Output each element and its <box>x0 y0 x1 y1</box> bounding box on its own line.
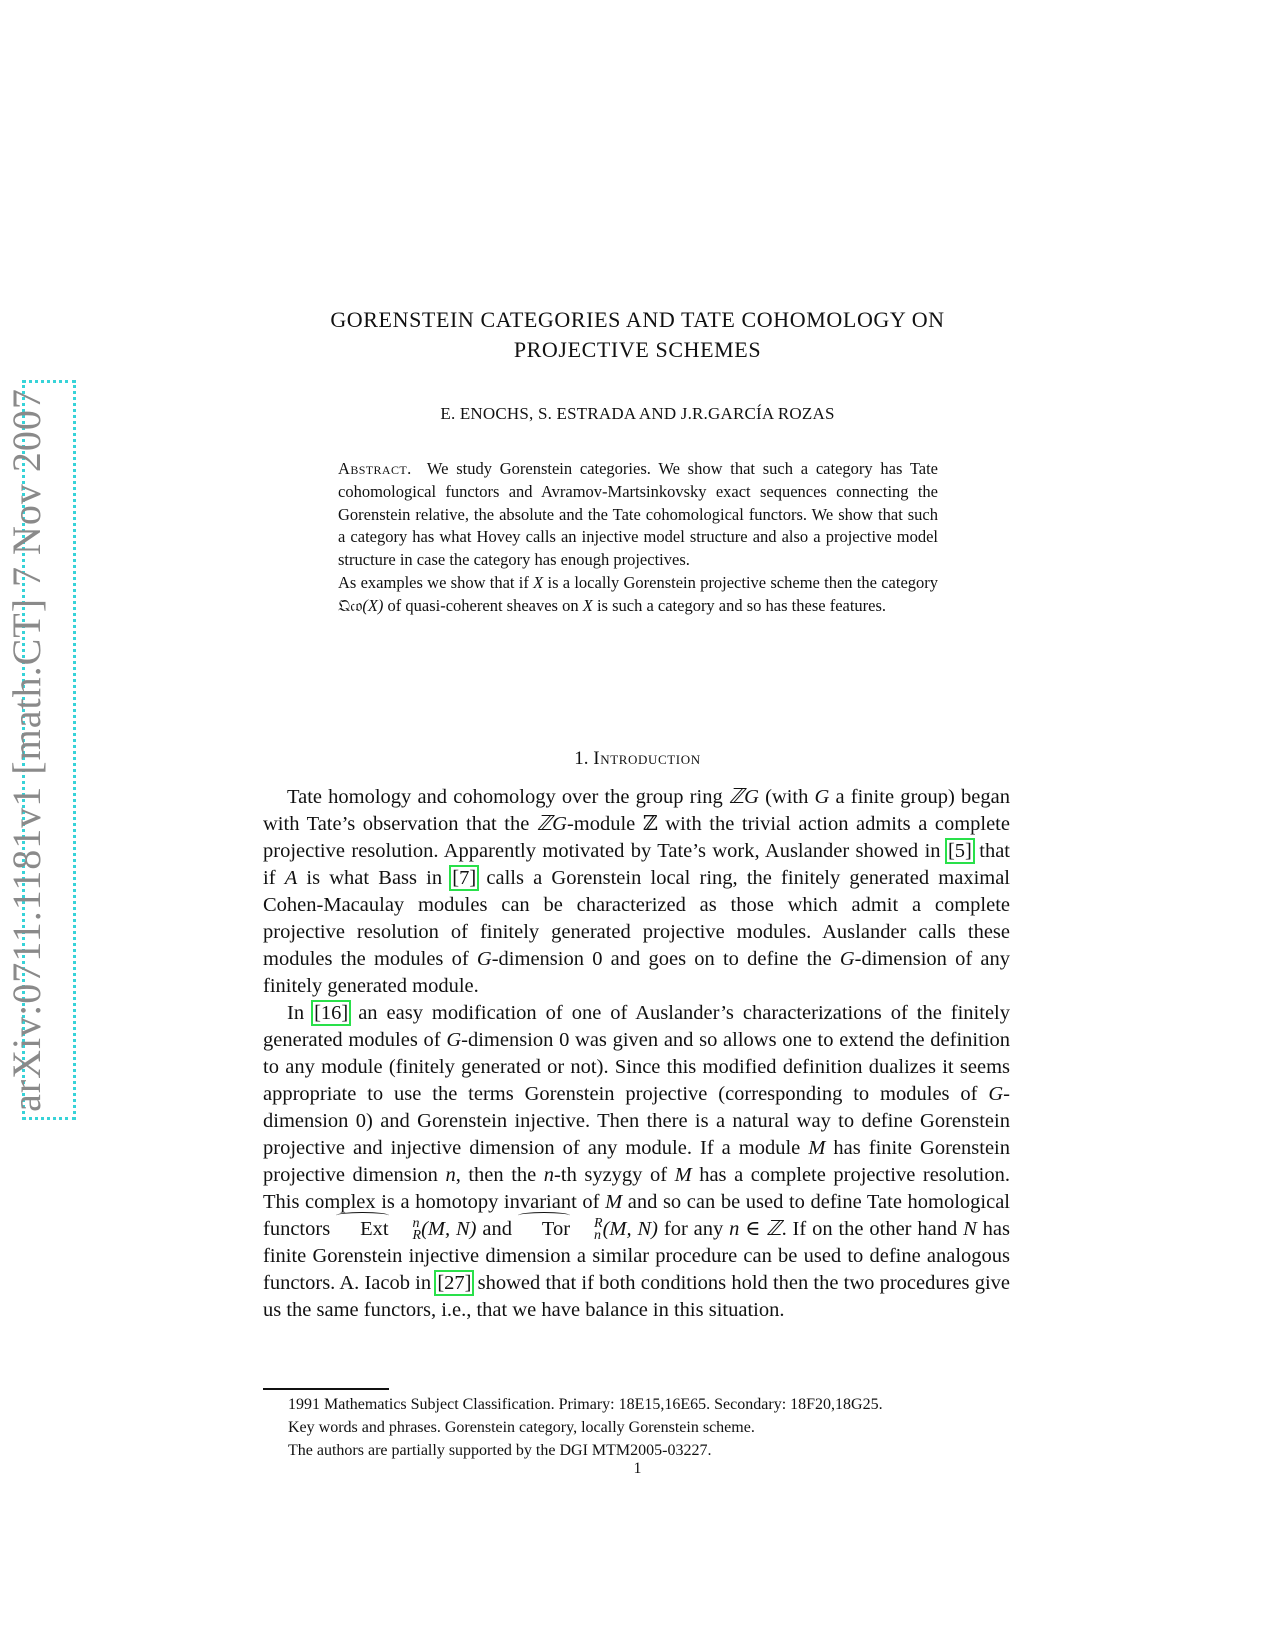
text: -dimension <box>491 948 593 970</box>
math-ext-sup: n <box>412 1216 420 1232</box>
text: showed that if both conditions hold then the two procedures give us the same functors, i.e., that we have balance in this situation. <box>263 1272 1010 1321</box>
citation-link-27[interactable]: [27] <box>437 1272 472 1294</box>
text: with the trivial action admits a complete projective resolution. Apparently motivated by Tate’s work, Auslander showed in <box>263 813 1010 862</box>
text: a finite group) began with Tate’s observation that the <box>263 786 1010 835</box>
math-M: M <box>674 1164 692 1186</box>
math-A: A <box>284 867 298 889</box>
abstract-label: Abstract. <box>338 459 412 478</box>
text: In <box>287 1002 314 1024</box>
introduction-body <box>263 784 1010 1324</box>
math-n: n <box>445 1164 456 1186</box>
footnote-keywords: Key words and phrases. Gorenstein category, locally Gorenstein scheme. <box>288 1419 755 1436</box>
math-tor: Tor <box>518 1216 570 1243</box>
text: -dimension <box>263 1083 1010 1132</box>
abstract-paragraph-1 <box>338 458 938 572</box>
title-line-1: GORENSTEIN CATEGORIES AND TATE COHOMOLOGY ON <box>330 307 945 332</box>
footnote-msc: 1991 Mathematics Subject Classification. Primary: 18E15,16E65. Secondary: 18F20,18G25. <box>288 1396 883 1413</box>
math-n: n <box>543 1164 555 1186</box>
abstract-paragraph-2 <box>338 572 938 618</box>
title-line-2: PROJECTIVE SCHEMES <box>513 337 762 362</box>
math-G: G <box>839 948 855 970</box>
footnotes <box>288 1393 1010 1462</box>
math-G: G <box>446 1029 462 1051</box>
text: ) and Gorenstein injective. Then there is a natural way to define Gorenstein projective and injective dimension of any module. If a module <box>263 1110 1010 1159</box>
text: -th syzygy of <box>554 1164 675 1186</box>
text: -dimension of any finitely generated module. <box>263 948 1011 997</box>
math-n-in-Z: n ∈ ℤ <box>729 1218 782 1240</box>
abstract-text: is such a category and so has these features. <box>592 595 887 615</box>
text: calls a Gorenstein local ring, the finitely generated maximal Cohen-Macaulay modules can be characterized as those which admit a complete projective resolution of finitely generated projective modules. Auslander calls these modules the modules of <box>263 867 1010 970</box>
section-number: 1. <box>574 748 589 769</box>
abstract-text: As examples we show that if <box>338 572 534 592</box>
paper-title <box>250 305 1025 365</box>
arxiv-stamp-text: arXiv:0711.1181v1 [math.CT] 7 Nov 2007 <box>4 388 49 1112</box>
text: is what Bass in <box>297 867 452 889</box>
math-G: G <box>814 786 830 808</box>
math-ext-hat <box>336 1216 477 1244</box>
math-ext-sub: R <box>412 1228 422 1244</box>
text: that if <box>263 840 1010 889</box>
text: -module <box>566 813 643 835</box>
text: and so can be used to define Tate homological functors <box>263 1191 1010 1240</box>
intro-paragraph-1 <box>263 784 1010 1000</box>
section-title: Introduction <box>593 748 701 769</box>
math-zero: 0 <box>592 948 603 970</box>
citation-link-7[interactable]: [7] <box>452 867 477 889</box>
text: -dimension <box>461 1029 560 1051</box>
footnote-support: The authors are partially supported by the DGI MTM2005-03227. <box>288 1442 712 1459</box>
footnote-rule <box>263 1388 389 1390</box>
citation-link-16[interactable]: [16] <box>314 1002 349 1024</box>
math-N: N <box>963 1218 977 1240</box>
math-X: (X) <box>362 595 384 615</box>
math-X: X <box>582 595 593 615</box>
abstract <box>338 458 938 618</box>
text: has finite Gorenstein projective dimension <box>263 1137 1010 1186</box>
text: has finite Gorenstein injective dimension a similar procedure can be used to define analogous functors. A. Iacob in <box>263 1218 1010 1294</box>
section-heading <box>250 748 1025 770</box>
math-tor-hat <box>518 1216 658 1244</box>
math-zero: 0 <box>559 1029 570 1051</box>
math-tor-sup: R <box>594 1216 603 1232</box>
math-ext: Ext <box>336 1216 388 1243</box>
text: an easy modification of one of Auslander’s characterizations of the finitely generated modules of <box>263 1002 1010 1051</box>
text: has a complete projective resolution. This complex is a homotopy invariant of <box>263 1164 1010 1213</box>
text: . If on the other hand <box>781 1218 964 1240</box>
authors: E. ENOCHS, S. ESTRADA AND J.R.GARCÍA ROZAS <box>440 404 835 423</box>
math-zero: 0 <box>355 1110 367 1132</box>
text: was given and so allows one to extend the definition to any module (finitely generated or not). Since this modified definition dualizes it seems appropriate to use the terms Gorenstein projective (corresponding to modules of <box>263 1029 1010 1105</box>
math-M: M <box>808 1137 826 1159</box>
math-G: G <box>476 948 492 970</box>
text: Tate homology and cohomology over the group ring <box>287 786 729 808</box>
intro-paragraph-2 <box>263 1000 1010 1324</box>
citation-link-5[interactable]: [5] <box>947 840 972 862</box>
text: and goes on to define the <box>602 948 840 970</box>
math-ZG: ℤG <box>536 813 567 835</box>
math-ext-args: (M, N) <box>421 1218 477 1240</box>
math-Z: ℤ <box>642 813 658 835</box>
text: for any <box>658 1218 730 1240</box>
text: , then the <box>455 1164 544 1186</box>
math-G: G <box>988 1083 1004 1105</box>
text: (with <box>758 786 815 808</box>
math-qco: 𝔔𝔠𝔬 <box>338 595 363 615</box>
text: and <box>476 1218 518 1240</box>
abstract-text: is a locally Gorenstein projective scheme then the category <box>543 572 939 592</box>
abstract-text: of quasi-coherent sheaves on <box>383 595 583 615</box>
math-tor-args: (M, N) <box>602 1218 658 1240</box>
math-M: M <box>605 1191 623 1213</box>
page-number: 1 <box>633 1460 642 1477</box>
math-ZG: ℤG <box>728 786 759 808</box>
math-X: X <box>533 572 544 592</box>
abstract-text-1: We study Gorenstein categories. We show that such a category has Tate cohomological functors and Avramov-Martsinkovsky exact sequences connecting the Gorenstein relative, the absolute and the Tate cohomological functors. We show that such a category has what Hovey calls an injective model structure and also a projective model structure in case the category has enough projectives. <box>338 459 939 570</box>
math-tor-sub: n <box>594 1228 602 1244</box>
